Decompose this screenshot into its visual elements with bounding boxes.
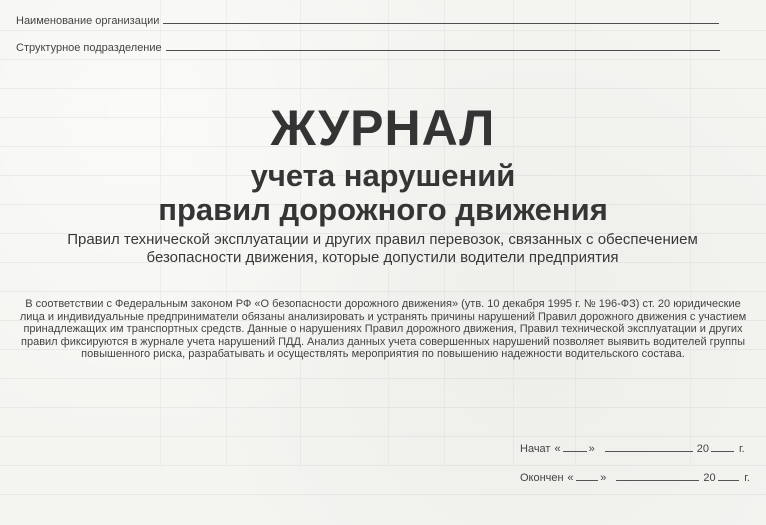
day-blank [563, 451, 587, 452]
open-quote: « [567, 472, 574, 484]
bleed-line [0, 291, 766, 292]
year-blank [711, 451, 734, 452]
structure-field [16, 36, 720, 54]
bleed-line [0, 378, 766, 379]
day-blank [576, 480, 599, 481]
structure-label: Структурное подразделение [16, 42, 162, 54]
open-quote: « [554, 443, 561, 455]
organization-underline [163, 23, 719, 24]
month-blank [605, 451, 693, 452]
bleed-line [0, 407, 766, 408]
finished-label: Окончен [520, 472, 564, 484]
year-suffix: г. [744, 472, 750, 484]
organization-label: Наименование организации [16, 15, 160, 27]
journal-title: ЖУРНАЛ [270, 100, 496, 156]
journal-title-line-2: правил дорожного движения [158, 192, 608, 227]
bleed-line [0, 436, 766, 437]
year-prefix: 20 [696, 443, 709, 455]
close-quote: » [588, 443, 595, 455]
started-date-row [520, 439, 750, 455]
year-suffix: г. [738, 443, 745, 455]
year-blank [718, 480, 740, 481]
legal-basis-paragraph: В соответствии с Федеральным законом РФ «О безопасности дорожного движения» (утв. 10 декабря 1995 г. № 196-ФЗ) ст. 20 юридические лица и индивидуальные предприниматели обязаны анализировать и устранять причины нарушений Правил дорожного движения с участием принадлежащих им транспортных средств. Данные о нарушениях Правил дорожного движения, Правил технической эксплуатации и других правил фиксируются в журнале учета нарушений ПДД. Анализ данных учета совершенных нарушений позволяет выявить водителей группы повышенного риска, разрабатывать и осуществлять мероприятия по повышению надежности водительского состава. [19, 298, 747, 360]
journal-subtitle: Правил технической эксплуатации и других правил перевозок, связанных с обеспечением безопасности движения, которые допустили водители предприятия [67, 231, 698, 266]
bleed-line [0, 59, 766, 60]
started-label: Начат [520, 443, 551, 455]
journal-title-line-1: учета нарушений [250, 158, 516, 193]
bleed-line [0, 494, 766, 495]
month-blank [616, 480, 699, 481]
bleed-line [0, 88, 766, 89]
structure-underline [166, 50, 720, 51]
bleed-line [0, 465, 766, 466]
close-quote: » [600, 472, 607, 484]
year-prefix: 20 [703, 472, 716, 484]
finished-date-row [520, 468, 750, 484]
organization-field [16, 9, 719, 27]
bleed-line [0, 30, 766, 31]
